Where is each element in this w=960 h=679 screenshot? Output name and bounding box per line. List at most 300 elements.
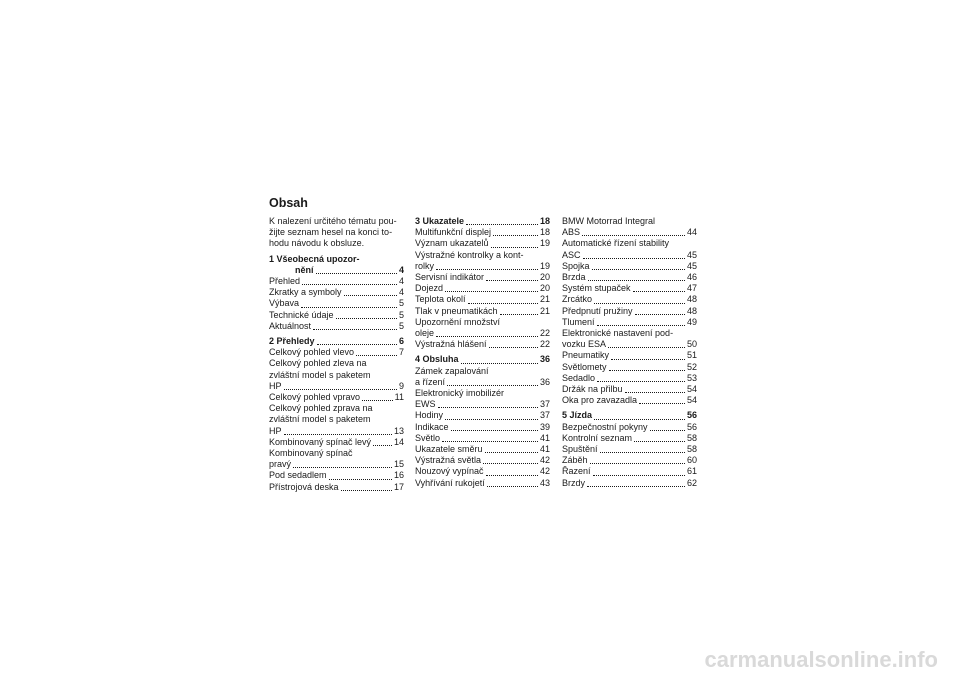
toc-entry[interactable] (415, 410, 550, 421)
toc-entry-row (415, 238, 550, 249)
leader-dots (486, 475, 538, 476)
leader-dots (597, 381, 685, 382)
page-number: 49 (686, 316, 697, 327)
page-number: 36 (539, 354, 550, 365)
toc-entry-title: Záběh (562, 455, 588, 466)
toc-entry-line: Automatické řízení stability (562, 238, 670, 249)
toc-entry-title: a řízení (415, 376, 446, 387)
toc-entry-title: Nouzový vypínač (415, 466, 484, 477)
toc-entry[interactable] (415, 466, 550, 477)
page-number: 16 (393, 470, 404, 481)
leader-dots (373, 445, 392, 446)
toc-entry[interactable] (562, 384, 697, 395)
toc-entry-row (415, 227, 550, 238)
toc-entry-row (415, 261, 550, 272)
page-number: 22 (539, 339, 550, 350)
toc-entry-title: Světlomety (562, 361, 607, 372)
toc-entry-line: zvláštní model s paketem (269, 369, 371, 380)
toc-entry-row (269, 347, 404, 358)
toc-entry-title: Spuštění (562, 444, 598, 455)
toc-entry-row (415, 466, 550, 477)
leader-dots (489, 347, 538, 348)
page-number: 41 (539, 432, 550, 443)
toc-entry[interactable] (562, 261, 697, 272)
page-number: 5 (398, 320, 404, 331)
leader-dots (587, 486, 685, 487)
leader-dots (594, 303, 685, 304)
toc-entry-row (269, 426, 404, 437)
leader-dots (329, 479, 392, 480)
toc-entry-row (415, 294, 550, 305)
toc-entry-title: EWS (415, 399, 436, 410)
toc-entry[interactable] (415, 478, 550, 489)
toc-entry-row (562, 306, 697, 317)
page-number: 41 (539, 444, 550, 455)
toc-entry-title: Význam ukazatelů (415, 238, 489, 249)
toc-entry-title: Aktuálnost (269, 320, 312, 331)
leader-dots (582, 235, 685, 236)
page-number: 21 (539, 305, 550, 316)
toc-entry[interactable] (415, 422, 550, 433)
page-number: 44 (686, 227, 697, 238)
page-title: Obsah (269, 196, 308, 210)
toc-entry-row (562, 373, 697, 384)
section-4-entry[interactable] (415, 354, 550, 365)
leader-dots (341, 490, 392, 491)
toc-entry[interactable] (269, 437, 404, 448)
leader-dots (625, 392, 685, 393)
toc-entry[interactable] (415, 366, 550, 388)
leader-dots (445, 419, 538, 420)
toc-entry-title: rolky (415, 260, 435, 271)
toc-entry[interactable] (562, 373, 697, 384)
leader-dots (491, 247, 538, 248)
toc-entry-row (415, 410, 550, 421)
toc-entry[interactable] (415, 433, 550, 444)
page-number: 42 (539, 466, 550, 477)
toc-entry-title: Vyhřívání rukojetí (415, 477, 485, 488)
page-number: 58 (686, 432, 697, 443)
toc-entry-title: Pneumatiky (562, 350, 610, 361)
toc-entry-title: Tlumení (562, 316, 595, 327)
toc-entry[interactable] (415, 238, 550, 249)
toc-entry-row (269, 310, 404, 321)
toc-entry-title: Indikace (415, 421, 449, 432)
toc-entry[interactable] (562, 317, 697, 328)
leader-dots (317, 344, 397, 345)
toc-entry-line: Upozornění množství (415, 316, 501, 327)
leader-dots (594, 419, 685, 420)
toc-entry-title: Výstražná hlášení (415, 339, 487, 350)
page-number: 53 (686, 372, 697, 383)
page-number: 15 (393, 459, 404, 470)
page-number: 22 (539, 328, 550, 339)
toc-column-1 (269, 216, 404, 493)
leader-dots (436, 269, 538, 270)
toc-entry-row (269, 287, 404, 298)
toc-entry[interactable] (269, 298, 404, 309)
page-number: 4 (398, 264, 404, 275)
toc-entry[interactable] (415, 388, 550, 410)
leader-dots (442, 441, 538, 442)
toc-entry-row (562, 339, 697, 350)
toc-entry-title: Kombinovaný spínač levý (269, 436, 372, 447)
page-number: 7 (398, 347, 404, 358)
page-number: 56 (686, 410, 697, 421)
leader-dots (493, 235, 538, 236)
leader-dots (293, 467, 392, 468)
toc-entry[interactable] (562, 216, 697, 238)
toc-entry[interactable] (415, 339, 550, 350)
toc-entry-row (562, 272, 697, 283)
toc-entry[interactable] (562, 350, 697, 361)
toc-entry-title: Pod sedadlem (269, 470, 327, 481)
toc-entry[interactable] (269, 482, 404, 493)
toc-entry[interactable] (562, 466, 697, 477)
toc-entry-row (269, 298, 404, 309)
toc-entry-row (415, 377, 550, 388)
toc-entry-title: Celkový pohled vlevo (269, 347, 355, 358)
toc-entry[interactable] (269, 470, 404, 481)
toc-entry-title: Teplota okolí (415, 294, 466, 305)
toc-entry-title: Ukazatele směru (415, 444, 483, 455)
section-2-entry[interactable] (269, 336, 404, 347)
toc-entry-title: HP (269, 425, 282, 436)
toc-entry-title: Sedadlo (562, 372, 596, 383)
watermark: carmanualsonline.info (704, 647, 938, 672)
toc-entry-row (562, 478, 697, 489)
leader-dots (461, 363, 538, 364)
page-number: 18 (539, 216, 550, 226)
toc-entry-row (562, 250, 697, 261)
toc-entry[interactable] (562, 238, 697, 260)
toc-entry-title: Celkový pohled vpravo (269, 392, 361, 403)
toc-entry[interactable] (269, 347, 404, 358)
leader-dots (611, 359, 685, 360)
intro-text (269, 216, 404, 250)
toc-entry-line: Elektronické nastavení pod- (562, 328, 674, 339)
section-title: 2 Přehledy (269, 336, 315, 347)
toc-entry[interactable] (562, 283, 697, 294)
intro-line: hodu návodu k obsluze. (269, 238, 365, 249)
leader-dots (468, 303, 538, 304)
toc-entry[interactable] (269, 403, 404, 437)
toc-entry[interactable] (269, 392, 404, 403)
toc-entry-title: Přehled (269, 276, 301, 287)
leader-dots (344, 295, 397, 296)
toc-entry-row (562, 350, 697, 361)
toc-entry-title: vozku ESA (562, 339, 607, 350)
leader-dots (609, 370, 685, 371)
toc-entry-title: Multifunkční displej (415, 227, 492, 238)
page-number: 37 (539, 399, 550, 410)
leader-dots (316, 273, 397, 274)
toc-entry[interactable] (415, 317, 550, 339)
toc-entry-line: Elektronický imobilizér (415, 388, 505, 399)
toc-entry[interactable] (269, 321, 404, 332)
toc-entry-title: Výbava (269, 298, 300, 309)
page-number: 54 (686, 384, 697, 395)
toc-entry[interactable] (415, 283, 550, 294)
toc-entry[interactable] (415, 227, 550, 238)
toc-entry-title: oleje (415, 328, 435, 339)
toc-entry-title: Dojezd (415, 283, 444, 294)
toc-entry-row (269, 437, 404, 448)
toc-column-2 (415, 216, 550, 489)
toc-entry-row (415, 272, 550, 283)
page-number: 6 (398, 336, 404, 347)
page-number: 4 (398, 287, 404, 298)
page-number: 52 (686, 361, 697, 372)
toc-entry-title: Přístrojová deska (269, 481, 339, 492)
page-number: 36 (539, 376, 550, 387)
leader-dots (336, 318, 397, 319)
page-number: 54 (686, 395, 697, 406)
toc-entry-row (269, 482, 404, 493)
toc-entry-line: Zámek zapalování (415, 365, 489, 376)
page-number: 56 (686, 421, 697, 432)
page-number: 42 (539, 455, 550, 466)
toc-entry-line: Kombinovaný spínač (269, 448, 353, 459)
toc-entry[interactable] (269, 310, 404, 321)
leader-dots (451, 430, 538, 431)
toc-entry[interactable] (415, 455, 550, 466)
leader-dots (600, 452, 685, 453)
toc-entry[interactable] (269, 276, 404, 287)
toc-entry-row (415, 283, 550, 294)
toc-column-3 (562, 216, 697, 489)
toc-entry[interactable] (562, 444, 697, 455)
page-number: 46 (686, 272, 697, 283)
page-number: 5 (398, 298, 404, 309)
toc-entry[interactable] (562, 422, 697, 433)
toc-entry-row (415, 328, 550, 339)
toc-entry[interactable] (269, 448, 404, 470)
section-title: 3 Ukazatele (415, 216, 465, 226)
section-title: nění (295, 264, 314, 275)
toc-entry[interactable] (562, 395, 697, 406)
toc-entry-line: Celkový pohled zleva na (269, 358, 367, 369)
toc-entry-row (562, 261, 697, 272)
toc-entry-title: ABS (562, 227, 581, 238)
leader-dots (486, 280, 538, 281)
toc-group (562, 422, 697, 489)
toc-entry-line: Celkový pohled zprava na (269, 403, 373, 414)
section-1-entry[interactable] (269, 265, 404, 276)
toc-group (562, 216, 697, 406)
toc-entry-title: Kontrolní seznam (562, 432, 633, 443)
toc-entry-row (562, 227, 697, 238)
toc-entry-title: Servisní indikátor (415, 272, 485, 283)
toc-entry-title: Technické údaje (269, 309, 334, 320)
toc-entry-line: Výstražné kontrolky a kont- (415, 249, 524, 260)
toc-entry[interactable] (415, 306, 550, 317)
toc-entry[interactable] (562, 294, 697, 305)
toc-entry-row (269, 321, 404, 332)
toc-entry-row (269, 381, 404, 392)
toc-entry-title: Světlo (415, 432, 441, 443)
leader-dots (301, 307, 397, 308)
toc-entry-row (562, 455, 697, 466)
intro-line: K nalezení určitého tématu pou- (269, 216, 397, 226)
toc-entry[interactable] (415, 250, 550, 272)
page-number: 45 (686, 249, 697, 260)
leader-dots (284, 434, 392, 435)
toc-entry-row (269, 276, 404, 287)
toc-entry-title: Držák na přilbu (562, 384, 623, 395)
toc-entry-row (269, 459, 404, 470)
leader-dots (500, 314, 538, 315)
toc-entry-title: Tlak v pneumatikách (415, 305, 498, 316)
toc-entry-title: Systém stupaček (562, 283, 631, 294)
leader-dots (466, 224, 538, 225)
toc-group (269, 347, 404, 493)
toc-entry-row (562, 395, 697, 406)
toc-entry-row (269, 470, 404, 481)
page-number: 20 (539, 272, 550, 283)
page-number: 19 (539, 238, 550, 249)
section-5-entry[interactable] (562, 410, 697, 421)
toc-entry-title: Zrcátko (562, 294, 593, 305)
toc-entry-title: Řazení (562, 466, 591, 477)
toc-entry-row (562, 384, 697, 395)
leader-dots (436, 336, 538, 337)
toc-entry[interactable] (269, 358, 404, 392)
leader-dots (597, 325, 685, 326)
toc-entry-row (415, 444, 550, 455)
toc-entry[interactable] (562, 478, 697, 489)
page-number: 14 (393, 436, 404, 447)
toc-entry[interactable] (562, 433, 697, 444)
toc-entry[interactable] (269, 287, 404, 298)
page-number: 20 (539, 283, 550, 294)
toc-entry-row (562, 466, 697, 477)
leader-dots (445, 291, 538, 292)
toc-group (415, 366, 550, 489)
page-number: 37 (539, 410, 550, 421)
leader-dots (588, 280, 685, 281)
leader-dots (284, 389, 397, 390)
toc-group (415, 227, 550, 350)
toc-entry-row (269, 392, 404, 403)
toc-entry[interactable] (562, 455, 697, 466)
leader-dots (487, 486, 538, 487)
toc-entry-row (562, 444, 697, 455)
leader-dots (362, 400, 393, 401)
page-number: 4 (398, 276, 404, 287)
page-number: 62 (686, 477, 697, 488)
toc-entry-row (562, 317, 697, 328)
leader-dots (592, 269, 685, 270)
toc-entry-title: Hodiny (415, 410, 444, 421)
toc-entry[interactable] (562, 272, 697, 283)
toc-entry-row (415, 433, 550, 444)
toc-entry-title: pravý (269, 459, 292, 470)
leader-dots (438, 407, 538, 408)
page-number: 47 (686, 283, 697, 294)
leader-dots (635, 314, 685, 315)
page-number: 60 (686, 455, 697, 466)
toc-entry-title: Spojka (562, 260, 590, 271)
leader-dots (593, 475, 685, 476)
toc-entry-row (415, 422, 550, 433)
page-number: 11 (394, 392, 404, 403)
leader-dots (447, 385, 538, 386)
toc-entry-title: ASC (562, 249, 581, 260)
page-number: 51 (686, 350, 697, 361)
toc-entry[interactable] (415, 272, 550, 283)
toc-entry-row (562, 362, 697, 373)
page-number: 50 (686, 339, 697, 350)
toc-entry-row (562, 294, 697, 305)
toc-entry[interactable] (415, 294, 550, 305)
page-number: 21 (539, 294, 550, 305)
toc-entry-title: Zkratky a symboly (269, 287, 342, 298)
leader-dots (583, 258, 685, 259)
section-1-heading: 1 Všeobecná upozor- (269, 253, 360, 264)
toc-entry-title: Výstražná světla (415, 455, 482, 466)
toc-entry[interactable] (562, 362, 697, 373)
page-number: 43 (539, 477, 550, 488)
toc-entry-title: Předpnutí pružiny (562, 305, 633, 316)
page-number: 45 (686, 260, 697, 271)
toc-entry-row (415, 455, 550, 466)
section-3-entry[interactable] (415, 216, 550, 227)
toc-entry-row (562, 422, 697, 433)
page-number: 48 (686, 294, 697, 305)
leader-dots (483, 463, 538, 464)
toc-entry-row (562, 433, 697, 444)
toc-entry[interactable] (562, 306, 697, 317)
leader-dots (302, 284, 397, 285)
leader-dots (634, 441, 685, 442)
toc-entry-row (415, 339, 550, 350)
leader-dots (639, 403, 685, 404)
toc-entry-row (415, 478, 550, 489)
leader-dots (590, 463, 685, 464)
section-title: 5 Jízda (562, 410, 593, 421)
toc-group (269, 276, 404, 332)
toc-entry-title: Brzda (562, 272, 586, 283)
toc-entry[interactable] (562, 328, 697, 350)
page-number: 61 (686, 466, 697, 477)
toc-entry-row (415, 399, 550, 410)
leader-dots (608, 347, 685, 348)
section-title: 4 Obsluha (415, 354, 459, 365)
toc-entry-title: HP (269, 380, 282, 391)
toc-entry-row (562, 283, 697, 294)
leader-dots (633, 291, 685, 292)
page-number: 17 (393, 481, 404, 492)
toc-entry[interactable] (415, 444, 550, 455)
page-number: 18 (539, 227, 550, 238)
page-number: 39 (539, 421, 550, 432)
page-number: 19 (539, 260, 550, 271)
leader-dots (485, 452, 538, 453)
toc-entry-title: Brzdy (562, 477, 586, 488)
page-number: 5 (398, 309, 404, 320)
page-number: 9 (398, 380, 404, 391)
toc-entry-line: zvláštní model s paketem (269, 414, 371, 425)
toc-entry-line: BMW Motorrad Integral (562, 216, 656, 226)
toc-entry-title: Oka pro zavazadla (562, 395, 638, 406)
page-number: 58 (686, 444, 697, 455)
toc-entry-row (415, 306, 550, 317)
page-number: 48 (686, 305, 697, 316)
toc-entry-title: Bezpečnostní pokyny (562, 421, 648, 432)
leader-dots (313, 329, 397, 330)
page-number: 13 (393, 425, 404, 436)
